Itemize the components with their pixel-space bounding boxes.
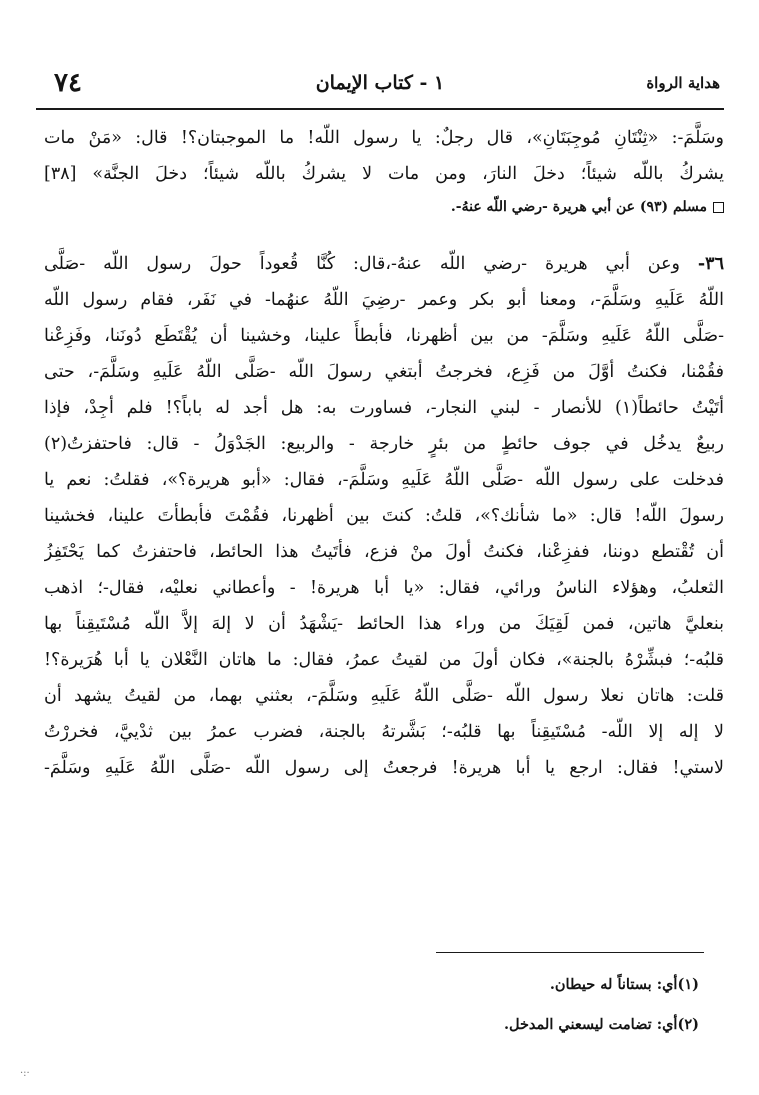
- page-header: [40, 64, 720, 104]
- header-rule: [36, 108, 724, 110]
- text-line: يشركُ باللّه شيئاً؛ دخلَ النارَ، ومن مات لا يشركُ باللّه شيئاً؛ دخلَ الجنَّة» [٣٨]: [44, 164, 724, 184]
- hadith-line-text: وعن أبي هريرة -رضي اللّه عنهُ-،قال: كُنَّا قُعوداً حولَ رسول اللّه -صَلَّى: [44, 254, 680, 274]
- text-line: لاستي! فقال: ارجع يا أبا هريرة! فرجعتُ إلى رسول اللّه -صَلَّى اللّهُ عَلَيهِ وسَلَّمَ-: [44, 758, 724, 778]
- text-line: وسَلَّمَ-: «ثِنْتَانِ مُوجِبَتَانِ»، قال رجلٌ: يا رسول اللّه! ما الموجبتان؟! قال: «مَنْ مات: [44, 128, 724, 148]
- source-reference: [44, 192, 724, 226]
- text-line: الثعلبُ، وهؤلاء الناسُ ورائي، فقال: «يا أبا هريرة! - وأعطاني نعليْه، فقال-؛ اذهب: [44, 578, 724, 598]
- text-line: اللّهُ عَلَيهِ وسَلَّمَ-، ومعنا أبو بكر وعمر -رضِيَ اللّهُ عنهُما- في نَفَر، فقام رسول اللّه: [44, 290, 724, 310]
- text-line: أن تُقْتطع دوننا، ففزِعْنا، فكنتُ أولَ منْ فزع، فأتَيتُ هذا الحائط، فاحتفزتُ كما يَحْتَفِزُ: [44, 542, 724, 562]
- square-icon: [713, 202, 724, 213]
- text-line: ربيعٌ يدخُل في جوف حائطٍ من بئرٍ خارجة - والربيع: الجَدْوَلُ - قال: فاحتفزتُ(٢): [44, 434, 724, 454]
- text-line: قلبُه-؛ فبشِّرْهُ بالجنة»، فكان أولَ من لقيتُ عمرُ، فقال: ما هاتان النَّعْلان يا أبا هُرَيرة؟!: [44, 650, 724, 670]
- paragraph-gap: [44, 226, 724, 246]
- text-line: رسولَ اللّه! قال: «ما شأنك؟»، قلتُ: كنتَ بين أظهرنا، فقُمْتَ فأبطأتَ علينا، فخشينا: [44, 506, 724, 526]
- corner-mark: ·:·: [20, 1068, 30, 1079]
- footnote-rule: [436, 952, 704, 953]
- footnote-1: (١)أي: بستاناً له حيطان.: [549, 976, 699, 993]
- text-line: فدخلت على رسول اللّه -صَلَّى اللّهُ عَلَيهِ وسَلَّمَ-، فقال: «أبو هريرة؟»، فقلتُ: نعم يا: [44, 470, 724, 490]
- page-number: ٧٤: [54, 68, 82, 98]
- source-reference-text: مسلم (٩٣) عن أبي هريرة -رضي اللّه عنهُ-.: [450, 199, 707, 215]
- footnotes: [299, 972, 699, 1052]
- text-line: لا إله إلا اللّه- مُسْتَيقِناً بها قلبُه-؛ بَشَّرتهُ بالجنة، فضرب عمرُ بين ثدْييَّ، فخررْتُ: [44, 722, 724, 742]
- chapter-title: ١ - كتاب الإيمان: [315, 72, 445, 94]
- text-line: فقُمْنا، فكنتُ أوَّلَ من فَزِع، فخرجتُ أبتغي رسولَ اللّه -صَلَّى اللّهُ عَلَيهِ وسَلَّمَ-، حتى: [44, 362, 724, 382]
- hadith-number: ٣٦-: [697, 254, 724, 274]
- hadith-first-line: [44, 246, 724, 282]
- text-line: أتَيْتُ حائطاً(١) للأنصار - لبني النجار-، فساورت به: هل أجد له باباً؟! فلم أجِدْ، فإذا: [44, 398, 724, 418]
- text-line: قلت: هاتان نعلا رسول اللّه -صَلَّى اللّهُ عَلَيهِ وسَلَّمَ-، بعثني بهما، من لقيتُ يشهد أن: [44, 686, 724, 706]
- text-line: بنعليَّ هاتين، فمن لَقِيَكَ من وراء هذا الحائط -يَشْهَدُ أن لا إلهَ إلاَّ اللّه مُسْتَيقِناً بها: [44, 614, 724, 634]
- book-title: هداية الرواة: [646, 74, 720, 92]
- body-text: [44, 120, 724, 786]
- text-line: -صَلَّى اللّهُ عَلَيهِ وسَلَّمَ- من بين أظهرنا، فأبطأَ علينا، وخشينا أن يُقْتَطَع دُونَنا، وفَزِعْنا: [44, 326, 724, 346]
- footnote-2: (٢)أي: تضامت ليسعني المدخل.: [503, 1016, 699, 1033]
